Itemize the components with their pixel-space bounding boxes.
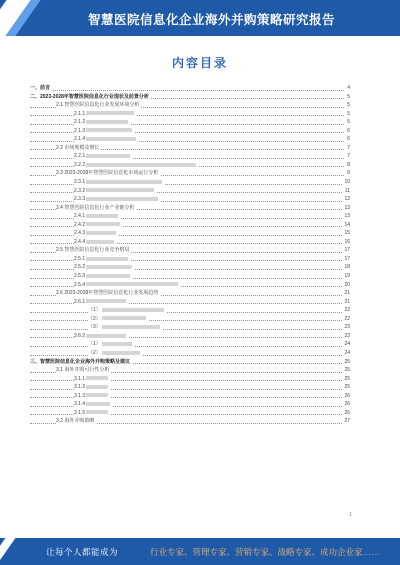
toc-entry-page: 9 [347,170,350,177]
toc-entry-label: 2.4 智慧医院信息化行业产业链分析 [56,204,135,211]
toc-entry-page: 22 [344,307,350,314]
table-of-contents [30,84,350,426]
toc-entry[interactable] [30,315,350,324]
toc-leader-dots [30,355,344,356]
toc-entry[interactable] [30,417,350,426]
blurred-title-text [86,393,108,397]
toc-entry-page: 26 [344,401,350,408]
blurred-title-text [86,120,128,124]
toc-entry[interactable] [30,392,350,401]
toc-entry-page: 25 [344,384,350,391]
toc-entry[interactable] [30,187,350,196]
blurred-title-text [86,376,108,380]
toc-entry-label: 2.2 市场规模及增长 [56,144,100,151]
toc-entry-label: 2.3.3 [74,195,160,204]
toc-entry-page: 24 [344,349,350,356]
blurred-title-text [86,154,130,158]
toc-entry[interactable] [30,110,350,119]
blurred-title-text [86,402,110,406]
toc-entry-page: 5 [347,93,350,100]
blurred-title-text [86,274,130,278]
toc-entry-page: 6 [347,127,350,134]
toc-entry-page: 25 [344,367,350,374]
toc-entry-page: 21 [344,298,350,305]
toc-entry[interactable] [30,178,350,187]
toc-entry-page: 11 [344,187,350,194]
blurred-title-text [86,410,108,414]
toc-entry-label: 3.1.3 [74,392,110,401]
toc-entry-page: 16 [344,238,350,245]
blurred-title-text [102,308,164,312]
toc-entry-page: 12 [344,196,350,203]
toc-entry-page: 7 [347,144,350,151]
toc-entry-page: 18 [344,264,350,271]
toc-entry-label: 2.2.1 [74,152,132,161]
toc-leader-dots [30,329,344,330]
toc-entry[interactable] [30,135,350,144]
toc-entry-label: 3.1.1 [74,375,110,384]
toc-entry-page: 5 [347,119,350,126]
toc-entry-label: （1） [88,306,166,315]
toc-entry[interactable] [30,161,350,170]
toc-entry-label: 2.3.1 [74,178,164,187]
toc-entry-page: 4 [347,85,350,91]
toc-entry-page: 21 [344,290,350,297]
blurred-title-text [86,197,158,201]
footer-accent-stripe [0,538,15,565]
toc-entry[interactable] [30,263,350,272]
toc-entry-page: 14 [344,221,350,228]
toc-entry-label: 2.6.2 [74,332,128,341]
toc-entry-page: 19 [344,273,350,280]
toc-entry-page: 23 [344,324,350,331]
toc-entry-label: 2.5.2 [74,263,134,272]
toc-entry[interactable] [30,238,350,247]
blurred-title-text [86,214,118,218]
toc-entry[interactable] [30,212,350,221]
toc-leader-dots [30,320,344,321]
toc-entry-label: 2.5.3 [74,272,132,281]
blurred-title-text [86,265,132,269]
toc-entry-label: 2.6 2023-2028年智慧医院信息化行业发展趋势 [56,290,159,297]
toc-entry-label: 2.5.4 [74,281,180,290]
toc-entry-page: 5 [347,110,350,117]
toc-entry-label: 2.4.2 [74,221,122,230]
toc-entry-label: 2.1 智慧医院信息化行业发展环境分析 [56,102,140,109]
blurred-title-text [86,180,162,184]
toc-entry[interactable] [30,221,350,230]
toc-entry-page: 8 [347,161,350,168]
toc-entry[interactable] [30,118,350,127]
toc-leader-dots [30,346,344,347]
toc-entry[interactable] [30,400,350,409]
toc-entry[interactable] [30,281,350,290]
toc-entry-page: 27 [344,418,350,425]
toc-entry-page: 13 [344,204,350,211]
blurred-title-text [86,282,178,286]
toc-entry-label: 三、智慧医院信息化企业海外并购策略及建议 [30,358,131,365]
footer-roles: 行业专家、管理专家、营销专家、战略专家、成功企业家…… [150,547,380,557]
toc-entry[interactable] [30,332,350,341]
toc-entry-page: 5 [347,102,350,109]
toc-entry-label: 3.1 海外并购可行性分析 [56,367,110,374]
toc-entry[interactable] [30,195,350,204]
toc-entry-label: （2） [88,315,148,324]
toc-leader-dots [30,312,344,313]
toc-entry[interactable] [30,229,350,238]
toc-entry-label: 2.6.1 [74,298,128,307]
blurred-title-text [86,334,126,338]
toc-entry[interactable] [30,93,350,102]
toc-entry-page: 10 [344,179,350,186]
toc-entry[interactable] [30,272,350,281]
toc-entry-page: 7 [347,153,350,160]
toc-entry-label: 3.1.4 [74,400,112,409]
toc-entry-page: 13 [344,213,350,220]
toc-entry[interactable] [30,366,350,375]
toc-entry-label: 2.4.4 [74,238,116,247]
toc-entry-label: 3.2 海外并购策略 [56,418,95,425]
toc-entry[interactable] [30,340,350,349]
blurred-title-text [86,257,128,261]
toc-entry-label: 2.1.3 [74,127,134,136]
toc-entry-label: 2.1.2 [74,118,130,127]
toc-entry-page: 15 [344,230,350,237]
blurred-title-text [86,299,126,303]
toc-entry-label: （2） [88,349,142,358]
toc-heading: 内容目录 [171,56,228,70]
report-title: 智慧医院信息化企业海外并购策略研究报告 [88,13,336,27]
toc-entry[interactable] [30,298,350,307]
toc-entry-label: 3.1.2 [74,383,110,392]
footer-slogan: 让每个人都能成为 [46,547,119,557]
toc-entry-label: 2.2.2 [74,161,198,170]
toc-entry[interactable] [30,409,350,418]
toc-entry[interactable] [30,375,350,384]
toc-entry-label: 2.5 智慧医院信息化行业竞争格局 [56,247,130,254]
blurred-title-text [102,342,132,346]
blurred-title-text [86,188,154,192]
toc-entry-page: 22 [344,315,350,322]
toc-entry-label: 2.1.1 [74,110,136,119]
toc-entry-page: 25 [344,375,350,382]
toc-entry[interactable] [30,169,350,178]
toc-entry-label: 2.1.4 [74,135,138,144]
toc-entry-label: （1） [88,340,134,349]
toc-entry-page: 20 [344,281,350,288]
toc-entry-label: 一、前言 [30,85,51,91]
page-footer [0,538,400,565]
toc-entry[interactable] [30,127,350,136]
toc-entry-label: （3） [88,323,162,332]
toc-entry-label: 二、2023-2028年智慧医院信息化行业现状及前景分析 [30,93,149,100]
blurred-title-text [86,385,108,389]
toc-entry-page: 26 [344,392,350,399]
toc-entry-label: 2.3.2 [74,187,156,196]
toc-entry-label: 2.5.1 [74,255,130,264]
toc-entry-label: 2.4.1 [74,212,120,221]
toc-entry-page: 25 [344,358,350,365]
toc-entry[interactable] [30,144,350,153]
toc-entry[interactable] [30,84,350,93]
blurred-title-text [102,325,160,329]
toc-leader-dots [30,90,344,91]
blurred-title-text [86,231,116,235]
toc-entry[interactable] [30,323,350,332]
blurred-title-text [86,222,120,226]
toc-entry-page: 26 [344,409,350,416]
blurred-title-text [86,111,134,115]
blurred-title-text [102,351,140,355]
toc-entry[interactable] [30,101,350,110]
toc-entry[interactable] [30,246,350,255]
toc-entry[interactable] [30,204,350,213]
toc-entry-page: 17 [344,247,350,254]
toc-entry[interactable] [30,306,350,315]
blurred-title-text [86,128,132,132]
toc-entry[interactable] [30,383,350,392]
blurred-title-text [86,163,196,167]
toc-entry-page: 17 [344,255,350,262]
toc-entry-label: 2.4.3 [74,229,118,238]
blurred-title-text [102,316,146,320]
toc-entry[interactable] [30,349,350,358]
toc-entry-page: 23 [344,332,350,339]
toc-entry[interactable] [30,152,350,161]
page-number: 1 [349,512,352,518]
blurred-title-text [86,240,114,244]
blurred-title-text [86,137,136,141]
toc-entry[interactable] [30,358,350,367]
toc-entry[interactable] [30,255,350,264]
toc-entry[interactable] [30,289,350,298]
toc-entry-page: 6 [347,136,350,143]
toc-entry-label: 3.1.5 [74,409,110,418]
toc-entry-label: 2.3 2023-2028年智慧医院信息化市场运行分析 [56,170,159,177]
page-header [0,0,400,36]
toc-entry-page: 24 [344,341,350,348]
